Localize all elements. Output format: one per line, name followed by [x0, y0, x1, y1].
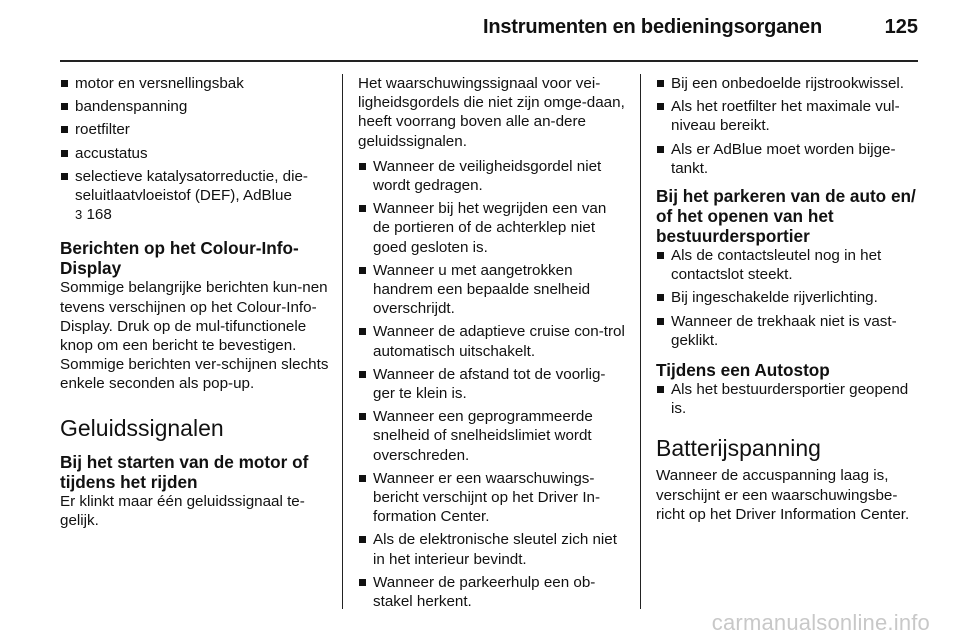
- section-title-batterijspanning: Batterijspanning: [656, 435, 821, 462]
- list-item: Als er AdBlue moet worden bijge-tankt.: [656, 140, 918, 178]
- header-title: Instrumenten en bedieningsorganen: [483, 16, 822, 38]
- list-item: Als de contactsleutel nog in het contactslot steekt.: [656, 246, 918, 284]
- list-item: Bij ingeschakelde rijverlichting.: [656, 288, 918, 307]
- list-item: Wanneer de veiligheidsgordel niet wordt gedragen.: [358, 157, 626, 195]
- paragraph-colour-info-display: Sommige belangrijke berichten kun-nen tevens verschijnen op het Colour-Info-Display. Druk op de mul-tifunctionele knop om een bericht te bevestigen. Sommige berichten ver-schijnen slechts enkele seconden als pop-up.: [60, 279, 329, 393]
- heading-parkeren: Bij het parkeren van de auto en/ of het openen van het bestuurdersportier: [656, 186, 916, 247]
- heading-colour-info-display: Berichten op het Colour-Info-Display: [60, 238, 299, 279]
- column-divider-1: [342, 74, 343, 609]
- column-1: [60, 74, 330, 530]
- list-item: roetfilter: [60, 120, 330, 139]
- list-item: Als het roetfilter het maximale vul-niveau bereikt.: [656, 97, 918, 135]
- list-item: motor en versnellingsbak: [60, 74, 330, 93]
- header-divider: [60, 60, 918, 62]
- status-list: [60, 74, 330, 224]
- list-item: Wanneer de parkeerhulp een ob-stakel herkent.: [358, 573, 626, 611]
- heading-starten: Bij het starten van de motor of tijdens het rijden: [60, 451, 309, 492]
- column-divider-2: [640, 74, 641, 609]
- signal-list: [358, 157, 626, 611]
- list-item: Wanneer u met aangetrokken handrem een bepaalde snelheid overschrijdt.: [358, 261, 626, 319]
- page-number: 125: [884, 16, 918, 38]
- autostop-list: [656, 380, 918, 418]
- watermark: carmanualsonline.info: [711, 610, 930, 635]
- list-item: Als het bestuurdersportier geopend is.: [656, 380, 918, 418]
- paragraph-starten: Er klinkt maar één geluidssignaal te-gelijk.: [60, 492, 305, 529]
- column-3: [656, 74, 918, 524]
- list-item: accustatus: [60, 144, 330, 163]
- signal-list-continued: [656, 74, 918, 178]
- list-item: Bij een onbedoelde rijstrookwissel.: [656, 74, 918, 93]
- list-item: Wanneer de afstand tot de voorlig-ger te klein is.: [358, 365, 626, 403]
- list-item: Wanneer bij het wegrijden een van de portieren of de achterklep niet goed gesloten is.: [358, 199, 626, 257]
- page-reference-icon[interactable]: 3: [75, 207, 83, 223]
- list-item: Wanneer een geprogrammeerde snelheid of snelheidslimiet wordt overschreden.: [358, 407, 626, 465]
- section-title-geluidssignalen: Geluidssignalen: [60, 414, 224, 441]
- page-reference-link[interactable]: 168: [82, 206, 112, 224]
- list-item: bandenspanning: [60, 97, 330, 116]
- paragraph-batterijspanning: Wanneer de accuspanning laag is, verschijnt er een waarschuwingsbe-richt op het Driver Information Center.: [656, 467, 910, 523]
- parking-list: [656, 246, 918, 350]
- list-item: Als de elektronische sleutel zich niet in het interieur bevindt.: [358, 530, 626, 568]
- list-item-text: selectieve katalysatorreductie, die-seluitlaatvloeistof (DEF), AdBlue: [75, 167, 308, 205]
- list-item: Wanneer de adaptieve cruise con-trol automatisch uitschakelt.: [358, 322, 626, 360]
- list-item: Wanneer er een waarschuwings-bericht verschijnt op het Driver In-formation Center.: [358, 469, 626, 527]
- list-item: [60, 167, 330, 225]
- heading-autostop: Tijdens een Autostop: [656, 360, 830, 381]
- list-item: Wanneer de trekhaak niet is vast-geklikt.: [656, 312, 918, 350]
- column-2: [358, 74, 626, 615]
- paragraph-intro: Het waarschuwingssignaal voor vei-ligheidsgordels die niet zijn omge-daan, heeft voorrang boven alle an-dere geluidssignalen.: [358, 75, 625, 150]
